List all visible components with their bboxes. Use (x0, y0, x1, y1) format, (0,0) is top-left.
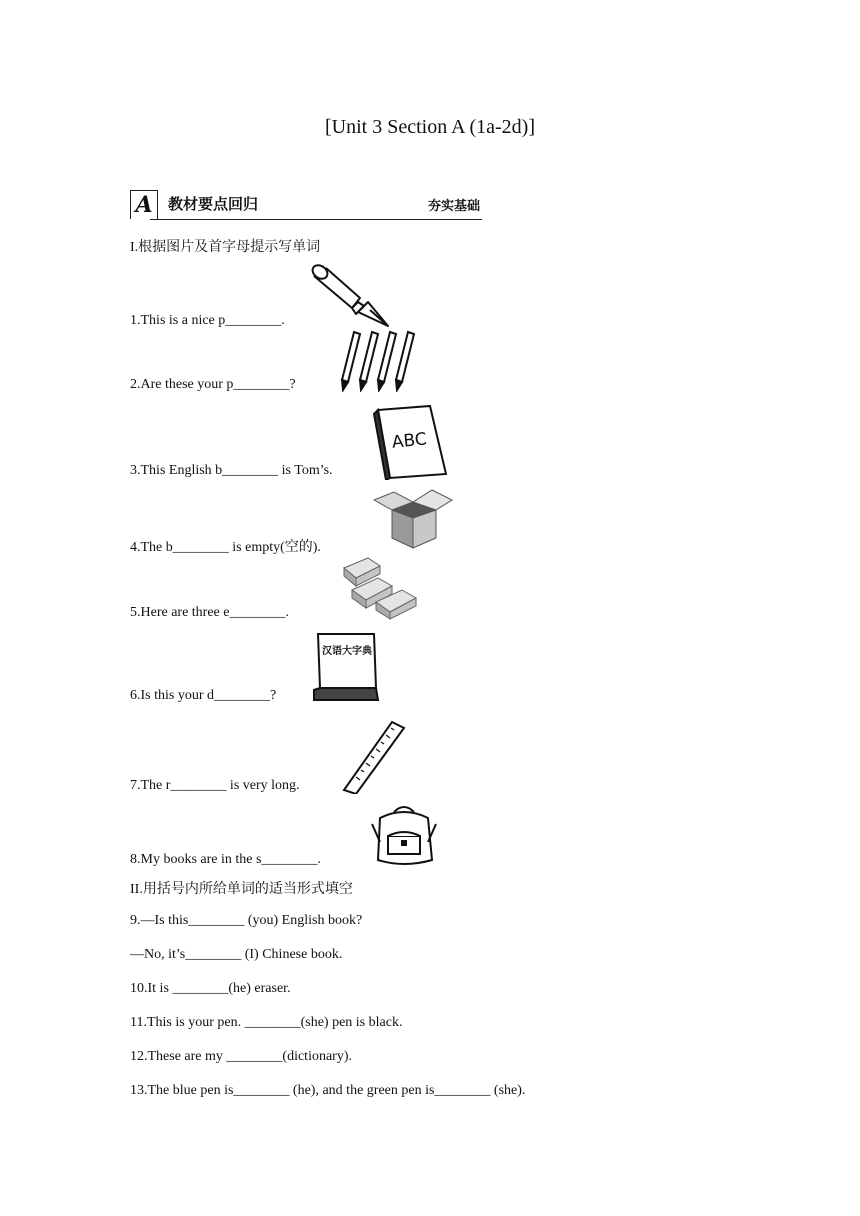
banner-title: 教材要点回归 (168, 195, 259, 213)
part2-heading: II.用括号内所给单词的适当形式填空 (130, 882, 353, 897)
exercise-4: 4.The b________ is empty(空的). (130, 540, 321, 555)
exercise-9b: —No, it’s________ (I) Chinese book. (130, 947, 343, 962)
banner-rule (150, 219, 482, 220)
exercise-2: 2.Are these your p________? (130, 377, 296, 392)
fountain-pen-icon (308, 262, 394, 328)
dictionary-icon (310, 630, 382, 702)
erasers-icon (340, 556, 420, 620)
pencils-icon (340, 330, 424, 392)
ruler-icon (340, 720, 408, 794)
exercise-5: 5.Here are three e________. (130, 605, 289, 620)
page-title: [Unit 3 Section A (1a-2d)] (325, 116, 535, 138)
exercise-1: 1.This is a nice p________. (130, 313, 285, 328)
section-badge: A (130, 190, 158, 219)
exercise-6: 6.Is this your d________? (130, 688, 277, 703)
exercise-8: 8.My books are in the s________. (130, 852, 321, 867)
abc-book-icon (370, 404, 450, 480)
section-banner (130, 190, 482, 220)
box-icon (372, 488, 454, 550)
abc-book-label: ABC (390, 429, 428, 453)
exercise-7: 7.The r________ is very long. (130, 778, 300, 793)
dictionary-label: 汉语大字典 (322, 646, 372, 657)
part1-heading: I.根据图片及首字母提示写单词 (130, 240, 321, 255)
banner-subtitle: 夯实基础 (427, 199, 480, 214)
exercise-11: 11.This is your pen. ________(she) pen is black. (130, 1015, 403, 1030)
exercise-12: 12.These are my ________(dictionary). (130, 1049, 352, 1064)
exercise-9a: 9.—Is this________ (you) English book? (130, 913, 363, 928)
exercise-3: 3.This English b________ is Tom’s. (130, 463, 333, 478)
exercise-13: 13.The blue pen is________ (he), and the green pen is________ (she). (130, 1083, 526, 1098)
schoolbag-icon (368, 802, 440, 868)
exercise-10: 10.It is ________(he) eraser. (130, 981, 291, 996)
